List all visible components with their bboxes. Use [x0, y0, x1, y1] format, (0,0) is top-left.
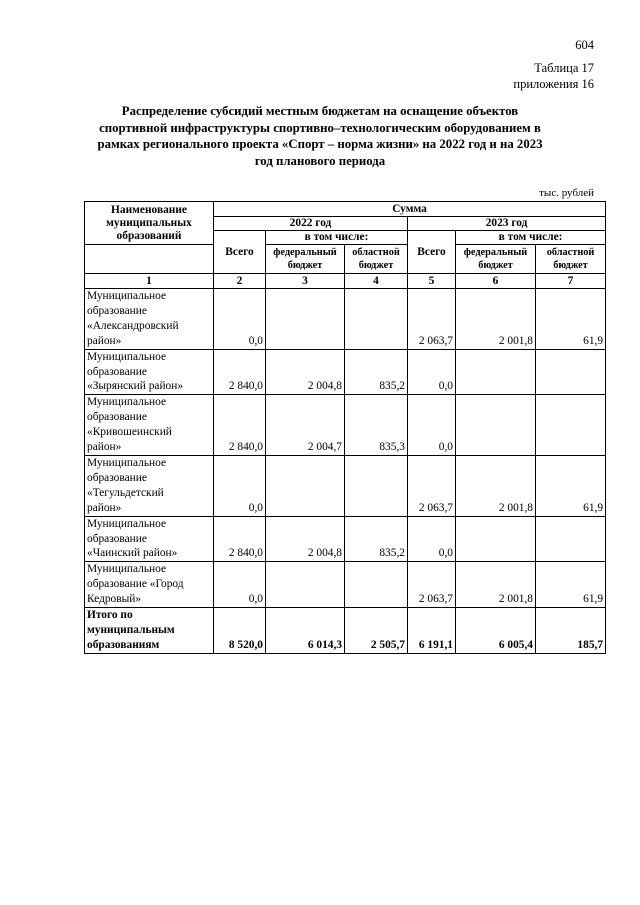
header-regional-2022: областной бюджет [345, 245, 408, 274]
total-row [85, 608, 606, 654]
table-row [85, 516, 606, 562]
value-cell: 2 004,7 [266, 395, 345, 456]
value-cell: 2 063,7 [408, 289, 456, 350]
municipality-name: Муниципальное образование «Город Кедровый» [85, 562, 214, 608]
title-line: спортивной инфраструктуры спортивно–технологическим оборудованием в [99, 120, 541, 135]
column-number: 4 [345, 274, 408, 289]
header-federal-2022: федеральный бюджет [266, 245, 345, 274]
value-cell: 6 014,3 [266, 608, 345, 654]
header-regional-2023: областной бюджет [536, 245, 606, 274]
column-number: 1 [85, 274, 214, 289]
value-cell: 2 840,0 [214, 516, 266, 562]
header-including-2023: в том числе: [456, 231, 606, 245]
value-cell: 2 004,8 [266, 349, 345, 395]
municipality-name: Итого по муниципальным образованиям [85, 608, 214, 654]
value-cell: 2 063,7 [408, 455, 456, 516]
value-cell [266, 455, 345, 516]
value-cell: 2 840,0 [214, 349, 266, 395]
value-cell: 0,0 [408, 516, 456, 562]
value-cell [345, 562, 408, 608]
title-line: год планового периода [254, 153, 386, 168]
column-number: 6 [456, 274, 536, 289]
value-cell [536, 395, 606, 456]
title-line: рамках регионального проекта «Спорт – норма жизни» на 2022 год и на 2023 [97, 137, 543, 151]
value-cell [536, 516, 606, 562]
municipality-name: Муниципальное образование «Тегульдетский район» [85, 455, 214, 516]
value-cell: 61,9 [536, 289, 606, 350]
value-cell: 6 005,4 [456, 608, 536, 654]
table-row [85, 289, 606, 350]
column-number: 3 [266, 274, 345, 289]
value-cell: 2 505,7 [345, 608, 408, 654]
header-year-2023: 2023 год [408, 217, 606, 231]
value-cell: 2 001,8 [456, 289, 536, 350]
value-cell [345, 455, 408, 516]
value-cell [536, 349, 606, 395]
value-cell: 61,9 [536, 455, 606, 516]
value-cell: 835,2 [345, 349, 408, 395]
value-cell: 0,0 [408, 349, 456, 395]
value-cell: 2 063,7 [408, 562, 456, 608]
value-cell: 2 004,8 [266, 516, 345, 562]
municipality-name: Муниципальное образование «Кривошеинский район» [85, 395, 214, 456]
header-name-column: Наименование муниципальных образований [85, 202, 214, 245]
table-reference [513, 60, 594, 92]
table-row [85, 455, 606, 516]
title-line: Распределение субсидий местным бюджетам на оснащение объектов [121, 104, 519, 118]
table-reference-line: приложения 16 [513, 77, 594, 91]
column-number: 5 [408, 274, 456, 289]
units-label: тыс. рублей [539, 187, 594, 199]
value-cell: 61,9 [536, 562, 606, 608]
header-total-2022: Всего [214, 231, 266, 274]
table-row [85, 349, 606, 395]
value-cell: 2 840,0 [214, 395, 266, 456]
page-number: 604 [575, 38, 594, 52]
municipality-name: Муниципальное образование «Александровский район» [85, 289, 214, 350]
subsidy-table [84, 201, 606, 654]
value-cell [456, 349, 536, 395]
table-reference-line: Таблица 17 [534, 61, 594, 75]
table-row [85, 395, 606, 456]
value-cell: 835,2 [345, 516, 408, 562]
header-sum: Сумма [214, 202, 606, 217]
header-name-spacer [85, 245, 214, 274]
value-cell: 6 191,1 [408, 608, 456, 654]
column-number: 7 [536, 274, 606, 289]
header-including-2022: в том числе: [266, 231, 408, 245]
value-cell: 0,0 [214, 455, 266, 516]
value-cell: 0,0 [214, 562, 266, 608]
value-cell: 0,0 [214, 289, 266, 350]
value-cell: 835,3 [345, 395, 408, 456]
value-cell [345, 289, 408, 350]
municipality-name: Муниципальное образование «Чаинский район» [85, 516, 214, 562]
value-cell: 2 001,8 [456, 562, 536, 608]
value-cell: 2 001,8 [456, 455, 536, 516]
value-cell [266, 289, 345, 350]
municipality-name: Муниципальное образование «Зырянский район» [85, 349, 214, 395]
header-year-2022: 2022 год [214, 217, 408, 231]
header-federal-2023: федеральный бюджет [456, 245, 536, 274]
value-cell [456, 516, 536, 562]
value-cell: 8 520,0 [214, 608, 266, 654]
column-number: 2 [214, 274, 266, 289]
table-row [85, 562, 606, 608]
value-cell [456, 395, 536, 456]
value-cell: 0,0 [408, 395, 456, 456]
value-cell [266, 562, 345, 608]
value-cell: 185,7 [536, 608, 606, 654]
header-total-2023: Всего [408, 231, 456, 274]
document-title [60, 103, 580, 169]
